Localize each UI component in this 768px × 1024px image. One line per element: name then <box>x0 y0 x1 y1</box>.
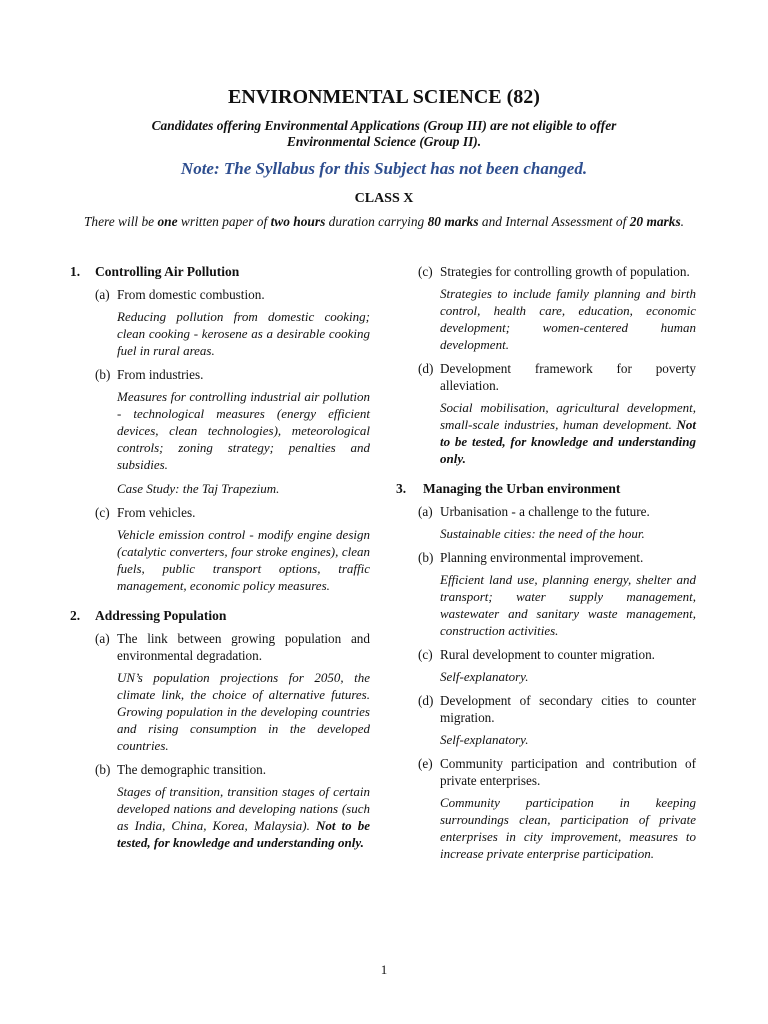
section-heading-3: 3. Managing the Urban environment <box>396 481 621 496</box>
right-column <box>396 263 696 869</box>
list-item: (c) Rural development to counter migration. <box>418 647 655 662</box>
list-item: (d) Development of secondary cities to counter migration. <box>418 693 696 725</box>
syllabus-note: Note: The Syllabus for this Subject has not been changed. <box>180 159 588 178</box>
item-description: Self-explanatory. <box>440 669 529 684</box>
list-item: (a) From domestic combustion. <box>95 287 265 302</box>
item-description: UN’s population projections for 2050, the climate link, the choice of alternative futures. Growing population in the developing countries and rising consumption in the developed countries. <box>117 670 370 753</box>
section-heading-1: 1. Controlling Air Pollution <box>70 264 240 279</box>
item-description: Community participation in keeping surroundings clean, participation of private enterprises in city improvement, measures to increase private enterprise participation. <box>440 795 696 861</box>
class-label: CLASS X <box>354 191 414 206</box>
item-description: Reducing pollution from domestic cooking; clean cooking - kerosene as a desirable cooking fuel in rural areas. <box>117 309 370 358</box>
left-column <box>70 264 370 858</box>
list-item: (c) From vehicles. <box>95 505 196 520</box>
section-heading-2: 2. Addressing Population <box>70 608 227 623</box>
page-number: 1 <box>380 962 388 977</box>
item-description: Self-explanatory. <box>440 732 529 747</box>
list-item: (b) Planning environmental improvement. <box>418 550 644 565</box>
list-item: (e) Community participation and contribution of private enterprises. <box>418 756 696 788</box>
item-description: Strategies to include family planning and birth control, health care, education, economic development; women-centered human development. <box>440 286 696 352</box>
item-description: Social mobilisation, agricultural development, small-scale industries, human development. Not to be tested, for knowledge and understanding only. <box>440 400 696 466</box>
item-description: Vehicle emission control - modify engine design (catalytic converters, four stroke engines), clean fuels, public transport options, traffic management, economic policy measures. <box>117 527 370 593</box>
subtitle: Candidates offering Environmental Applications (Group III) are not eligible to offer Environmental Science (Group II). <box>151 118 617 149</box>
list-item: (b) From industries. <box>95 367 204 382</box>
intro-paragraph: There will be one written paper of two hours duration carrying 80 marks and Internal Assessment of 20 marks. <box>83 214 685 229</box>
page-title: ENVIRONMENTAL SCIENCE (82) <box>228 86 540 108</box>
case-study: Case Study: the Taj Trapezium. <box>117 481 280 496</box>
list-item: (d) Development framework for poverty alleviation. <box>418 361 696 393</box>
list-item: (a) Urbanisation - a challenge to the future. <box>418 504 650 519</box>
item-description: Stages of transition, transition stages of certain developed nations and developing nations (such as India, China, Korea, Malaysia). Not to be tested, for knowledge and understanding only. <box>117 784 370 850</box>
item-description: Measures for controlling industrial air pollution - technological measures (energy efficient devices, clean technologies), meteorological controls; zoning strategy; penalties and subsidies. <box>117 389 370 472</box>
list-item: (a) The link between growing population and environmental degradation. <box>95 631 370 663</box>
item-description: Sustainable cities: the need of the hour. <box>440 526 645 541</box>
list-item: (c) Strategies for controlling growth of population. <box>418 264 690 279</box>
list-item: (b) The demographic transition. <box>95 762 267 777</box>
item-description: Efficient land use, planning energy, shelter and transport; water supply management, wastewater and sanitary waste management, construction activities. <box>440 572 696 638</box>
